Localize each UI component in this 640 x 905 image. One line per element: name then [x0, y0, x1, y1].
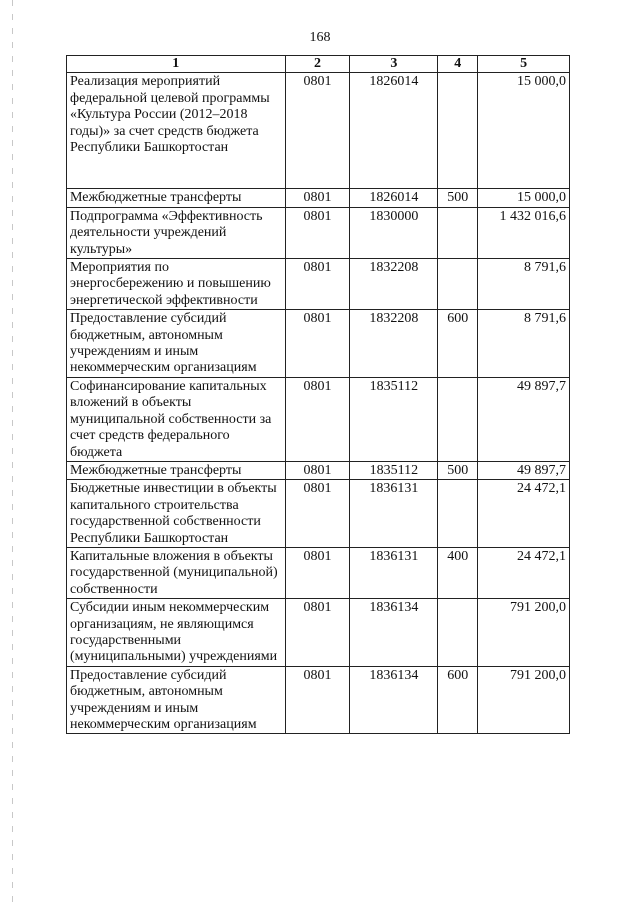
- expense-kind: 500: [438, 461, 478, 479]
- target-code: 1836134: [350, 666, 438, 734]
- column-header-3: 3: [350, 56, 438, 73]
- row-name: Реализация мероприятий федеральной целевой программы «Культура России (2012–2018 годы)» за счет средств бюджета Республики Башкортостан: [67, 73, 286, 189]
- target-code: 1826014: [350, 189, 438, 207]
- expense-kind: [438, 599, 478, 667]
- target-code: 1830000: [350, 207, 438, 258]
- row-name: Субсидии иным некоммерческим организациям, не являющимся государственными (муниципальными) учреждениями: [67, 599, 286, 667]
- row-name: Предоставление субсидий бюджетным, автономным учреждениям и иным некоммерческим организациям: [67, 666, 286, 734]
- table-row: [67, 461, 570, 479]
- section-code: 0801: [285, 207, 350, 258]
- amount: 8 791,6: [478, 259, 570, 310]
- table-row: [67, 377, 570, 461]
- target-code: 1836131: [350, 547, 438, 598]
- budget-table: [66, 55, 570, 734]
- amount: 49 897,7: [478, 461, 570, 479]
- target-code: 1832208: [350, 310, 438, 378]
- row-name: Межбюджетные трансферты: [67, 461, 286, 479]
- expense-kind: 500: [438, 189, 478, 207]
- amount: 8 791,6: [478, 310, 570, 378]
- table-row: [67, 73, 570, 189]
- expense-kind: 600: [438, 310, 478, 378]
- table-row: [67, 207, 570, 258]
- column-header-2: 2: [285, 56, 350, 73]
- row-name: Подпрограмма «Эффективность деятельности учреждений культуры»: [67, 207, 286, 258]
- section-code: 0801: [285, 310, 350, 378]
- expense-kind: [438, 259, 478, 310]
- section-code: 0801: [285, 480, 350, 548]
- row-name: Капитальные вложения в объекты государственной (муниципальной) собственности: [67, 547, 286, 598]
- expense-kind: 600: [438, 666, 478, 734]
- table-row: [67, 310, 570, 378]
- scan-edge: [12, 0, 13, 905]
- amount: 791 200,0: [478, 599, 570, 667]
- table-row: [67, 599, 570, 667]
- column-header-4: 4: [438, 56, 478, 73]
- section-code: 0801: [285, 73, 350, 189]
- section-code: 0801: [285, 461, 350, 479]
- amount: 1 432 016,6: [478, 207, 570, 258]
- amount: 15 000,0: [478, 189, 570, 207]
- table-row: [67, 666, 570, 734]
- expense-kind: [438, 480, 478, 548]
- target-code: 1836131: [350, 480, 438, 548]
- row-name: Межбюджетные трансферты: [67, 189, 286, 207]
- amount: 24 472,1: [478, 547, 570, 598]
- table-row: [67, 547, 570, 598]
- section-code: 0801: [285, 599, 350, 667]
- amount: 24 472,1: [478, 480, 570, 548]
- column-header-1: 1: [67, 56, 286, 73]
- expense-kind: 400: [438, 547, 478, 598]
- target-code: 1832208: [350, 259, 438, 310]
- table-row: [67, 189, 570, 207]
- amount: 49 897,7: [478, 377, 570, 461]
- section-code: 0801: [285, 547, 350, 598]
- target-code: 1836134: [350, 599, 438, 667]
- target-code: 1826014: [350, 73, 438, 189]
- amount: 791 200,0: [478, 666, 570, 734]
- target-code: 1835112: [350, 461, 438, 479]
- section-code: 0801: [285, 259, 350, 310]
- section-code: 0801: [285, 377, 350, 461]
- column-header-5: 5: [478, 56, 570, 73]
- section-code: 0801: [285, 189, 350, 207]
- row-name: Софинансирование капитальных вложений в объекты муниципальной собственности за счет средств федерального бюджета: [67, 377, 286, 461]
- table-row: [67, 480, 570, 548]
- row-name: Предоставление субсидий бюджетным, автономным учреждениям и иным некоммерческим организациям: [67, 310, 286, 378]
- expense-kind: [438, 377, 478, 461]
- section-code: 0801: [285, 666, 350, 734]
- row-name: Мероприятия по энергосбережению и повышению энергетической эффективности: [67, 259, 286, 310]
- amount: 15 000,0: [478, 73, 570, 189]
- row-name: Бюджетные инвестиции в объекты капитального строительства государственной собственности Республики Башкортостан: [67, 480, 286, 548]
- table-row: [67, 259, 570, 310]
- page-number: 168: [309, 30, 331, 45]
- expense-kind: [438, 73, 478, 189]
- expense-kind: [438, 207, 478, 258]
- table-header-row: [67, 56, 570, 73]
- target-code: 1835112: [350, 377, 438, 461]
